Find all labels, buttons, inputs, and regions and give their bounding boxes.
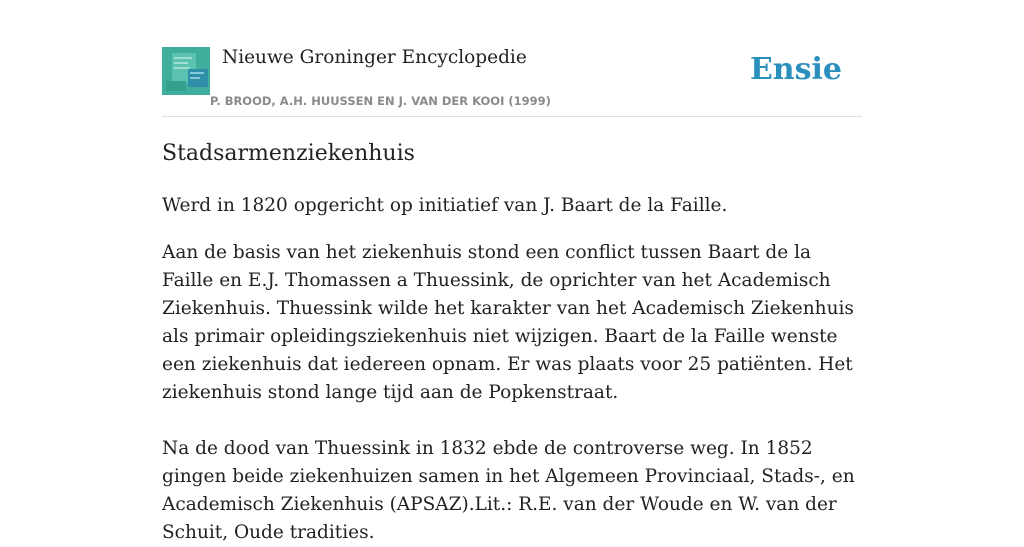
entry-paragraph-3: Na de dood van Thuessink in 1832 ebde de controverse weg. In 1852 gingen beide ziekenhuizen samen in het Algemeen Provinciaal, Stads-, en Academisch Ziekenhuis (APSAZ).Lit.: R.E. van der Woude en W. van der Schuit, Oude tradities.: [162, 438, 855, 543]
entry-paragraph-1: Werd in 1820 opgericht op initiatief van J. Baart de la Faille.: [162, 195, 728, 216]
entry-paragraph-2: Aan de basis van het ziekenhuis stond een conflict tussen Baart de la Faille en E.J. Thomassen a Thuessink, de oprichter van het Academisch Ziekenhuis. Thuessink wilde het karakter van het Academisch Ziekenhuis als primair opleidingsziekenhuis niet wijzigen. Baart de la Faille wenste een ziekenhuis dat iedereen opnam. Er was plaats voor 25 patiënten. Het ziekenhuis stond lange tijd aan de Popkenstraat.: [162, 242, 854, 403]
source-header: [162, 0, 862, 117]
entry-title: Stadsarmenziekenhuis: [162, 141, 415, 166]
page-container: [162, 0, 862, 543]
source-authors: P. BROOD, A.H. HUUSSEN EN J. VAN DER KOOI (1999): [210, 94, 551, 108]
ensie-logo[interactable]: Ensie: [749, 52, 842, 87]
source-title[interactable]: Nieuwe Groninger Encyclopedie: [222, 47, 527, 68]
entry-body: [162, 192, 862, 547]
book-cover-icon[interactable]: [162, 47, 210, 95]
